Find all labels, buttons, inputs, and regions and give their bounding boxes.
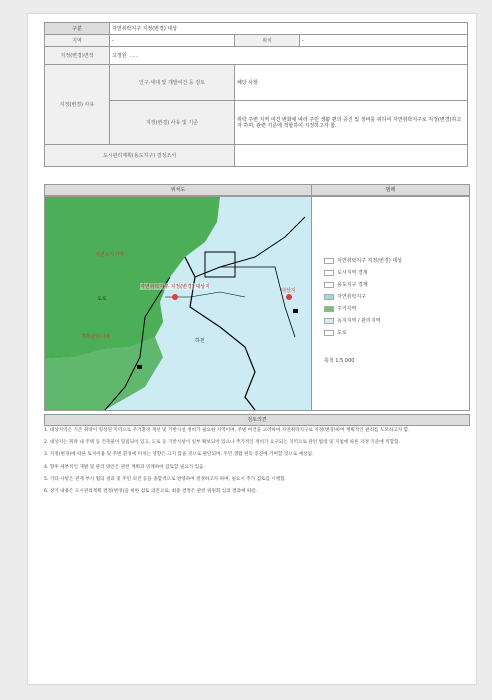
target-marker-east bbox=[286, 294, 292, 300]
map-label-a: 자연녹지지역 bbox=[95, 252, 124, 258]
building-marker bbox=[293, 309, 298, 313]
region-label: 지역 bbox=[45, 35, 110, 47]
target-marker bbox=[172, 294, 178, 300]
decision-value bbox=[235, 145, 468, 167]
legend-swatch bbox=[324, 270, 334, 276]
map-label-c: 도로 bbox=[97, 296, 107, 302]
legend-swatch bbox=[324, 282, 334, 288]
location-value: - bbox=[300, 35, 468, 47]
paragraph: 1. 대상지역은 기존 취락이 형성된 지역으로 주거환경 개선 및 기반시설 정비가 필요한 지역이며, 주변 여건을 고려하여 자연취락지구로 지정(변경)하여 계획적인 관리를 도모하고자 함. bbox=[44, 428, 410, 433]
paragraph: 4. 향후 세부적인 개발 및 관리 방안은 관련 계획과 연계하여 검토할 필요가 있음. bbox=[44, 464, 205, 470]
legend-swatch bbox=[324, 330, 334, 336]
reason-sub1-value: 해당 사항 bbox=[235, 65, 468, 101]
legend-swatch bbox=[324, 294, 334, 300]
area-value: 고정원 ... bbox=[110, 47, 468, 65]
location-map bbox=[44, 196, 312, 411]
map-label-d: 계획관리지역 bbox=[81, 334, 110, 340]
paragraph: 3. 지정(변경)에 따른 토지이용 및 주변 환경에 미치는 영향은 크지 않을 것으로 판단되며, 주민 생활 편의 증진에 기여할 것으로 예상됨. bbox=[44, 452, 314, 458]
map-label-b: 자연취락지구 지정(변경) 대상지 bbox=[140, 284, 210, 290]
paragraph: 5. 기타 사항은 관계 부서 협의 결과 및 주민 의견 등을 종합적으로 반영하여 결정하고자 하며, 필요시 추가 검토를 시행함. bbox=[44, 476, 287, 482]
reason-sub2-label: 지정(변경) 사유 및 기준 bbox=[110, 101, 235, 145]
description-text bbox=[44, 428, 468, 501]
desc-section-header: 검토의견 bbox=[44, 414, 470, 426]
map-label-e: 하천 bbox=[195, 338, 205, 344]
map-graphic bbox=[45, 197, 311, 410]
title-value: 자연취락지구 지정(변경) 대상 bbox=[110, 23, 468, 35]
title-label: 구분 bbox=[45, 23, 110, 35]
legend-swatch bbox=[324, 258, 334, 264]
document-page bbox=[28, 14, 476, 684]
legend-item: 주거지역 bbox=[324, 305, 356, 312]
legend-panel bbox=[311, 196, 470, 411]
decision-label: 도시관리계획(용도지구) 결정조서 bbox=[45, 145, 235, 167]
reason-sub2-value: 취락 주변 지역 여건 변화에 따라 주민 생활 편의 증진 및 정비를 위하여 자연취락지구로 지정(변경)하고자 하며, 관련 기준에 적합하여 지정하고자 함. bbox=[235, 101, 468, 145]
building-marker-south bbox=[137, 365, 142, 369]
legend-swatch bbox=[324, 306, 334, 312]
legend-item: 도로 bbox=[324, 329, 347, 336]
map-section-header: 위치도 bbox=[44, 184, 312, 196]
info-form-table bbox=[44, 22, 468, 167]
reason-label: 지정(변경) 사유 bbox=[45, 65, 110, 145]
legend-item: 용도지구 경계 bbox=[324, 281, 368, 288]
legend-swatch bbox=[324, 318, 334, 324]
legend-item: 도시지역 경계 bbox=[324, 269, 368, 276]
region-value: - bbox=[110, 35, 235, 47]
legend-scale: 축척 1:5,000 bbox=[324, 358, 355, 364]
paragraph: 6. 상기 내용은 도시관리계획 결정(변경)을 위한 검토 의견으로, 최종 결정은 관련 위원회 심의 결과에 따름. bbox=[44, 489, 258, 495]
location-label: 위치 bbox=[235, 35, 300, 47]
legend-item: 자연취락지구 bbox=[324, 293, 366, 300]
paragraph: 2. 대상지는 취락 내 주택 등 건축물이 밀집되어 있고, 도로 등 기반시설이 일부 확보되어 있으나 추가적인 정비가 요구되는 지역으로 관련 법령 및 지침에 따른 지정 기준에 적합함. bbox=[44, 440, 400, 446]
legend-item: 자연취락지구 지정(변경) 대상 bbox=[324, 257, 402, 264]
legend-section-header: 범례 bbox=[311, 184, 470, 196]
legend-item: 녹지지역 / 관리지역 bbox=[324, 317, 381, 324]
reason-sub1-label: 인구·세대 및 개발여건 등 검토 bbox=[110, 65, 235, 101]
map-label-f: 대상지 bbox=[281, 288, 296, 294]
area-label: 지정(변경)면적 bbox=[45, 47, 110, 65]
